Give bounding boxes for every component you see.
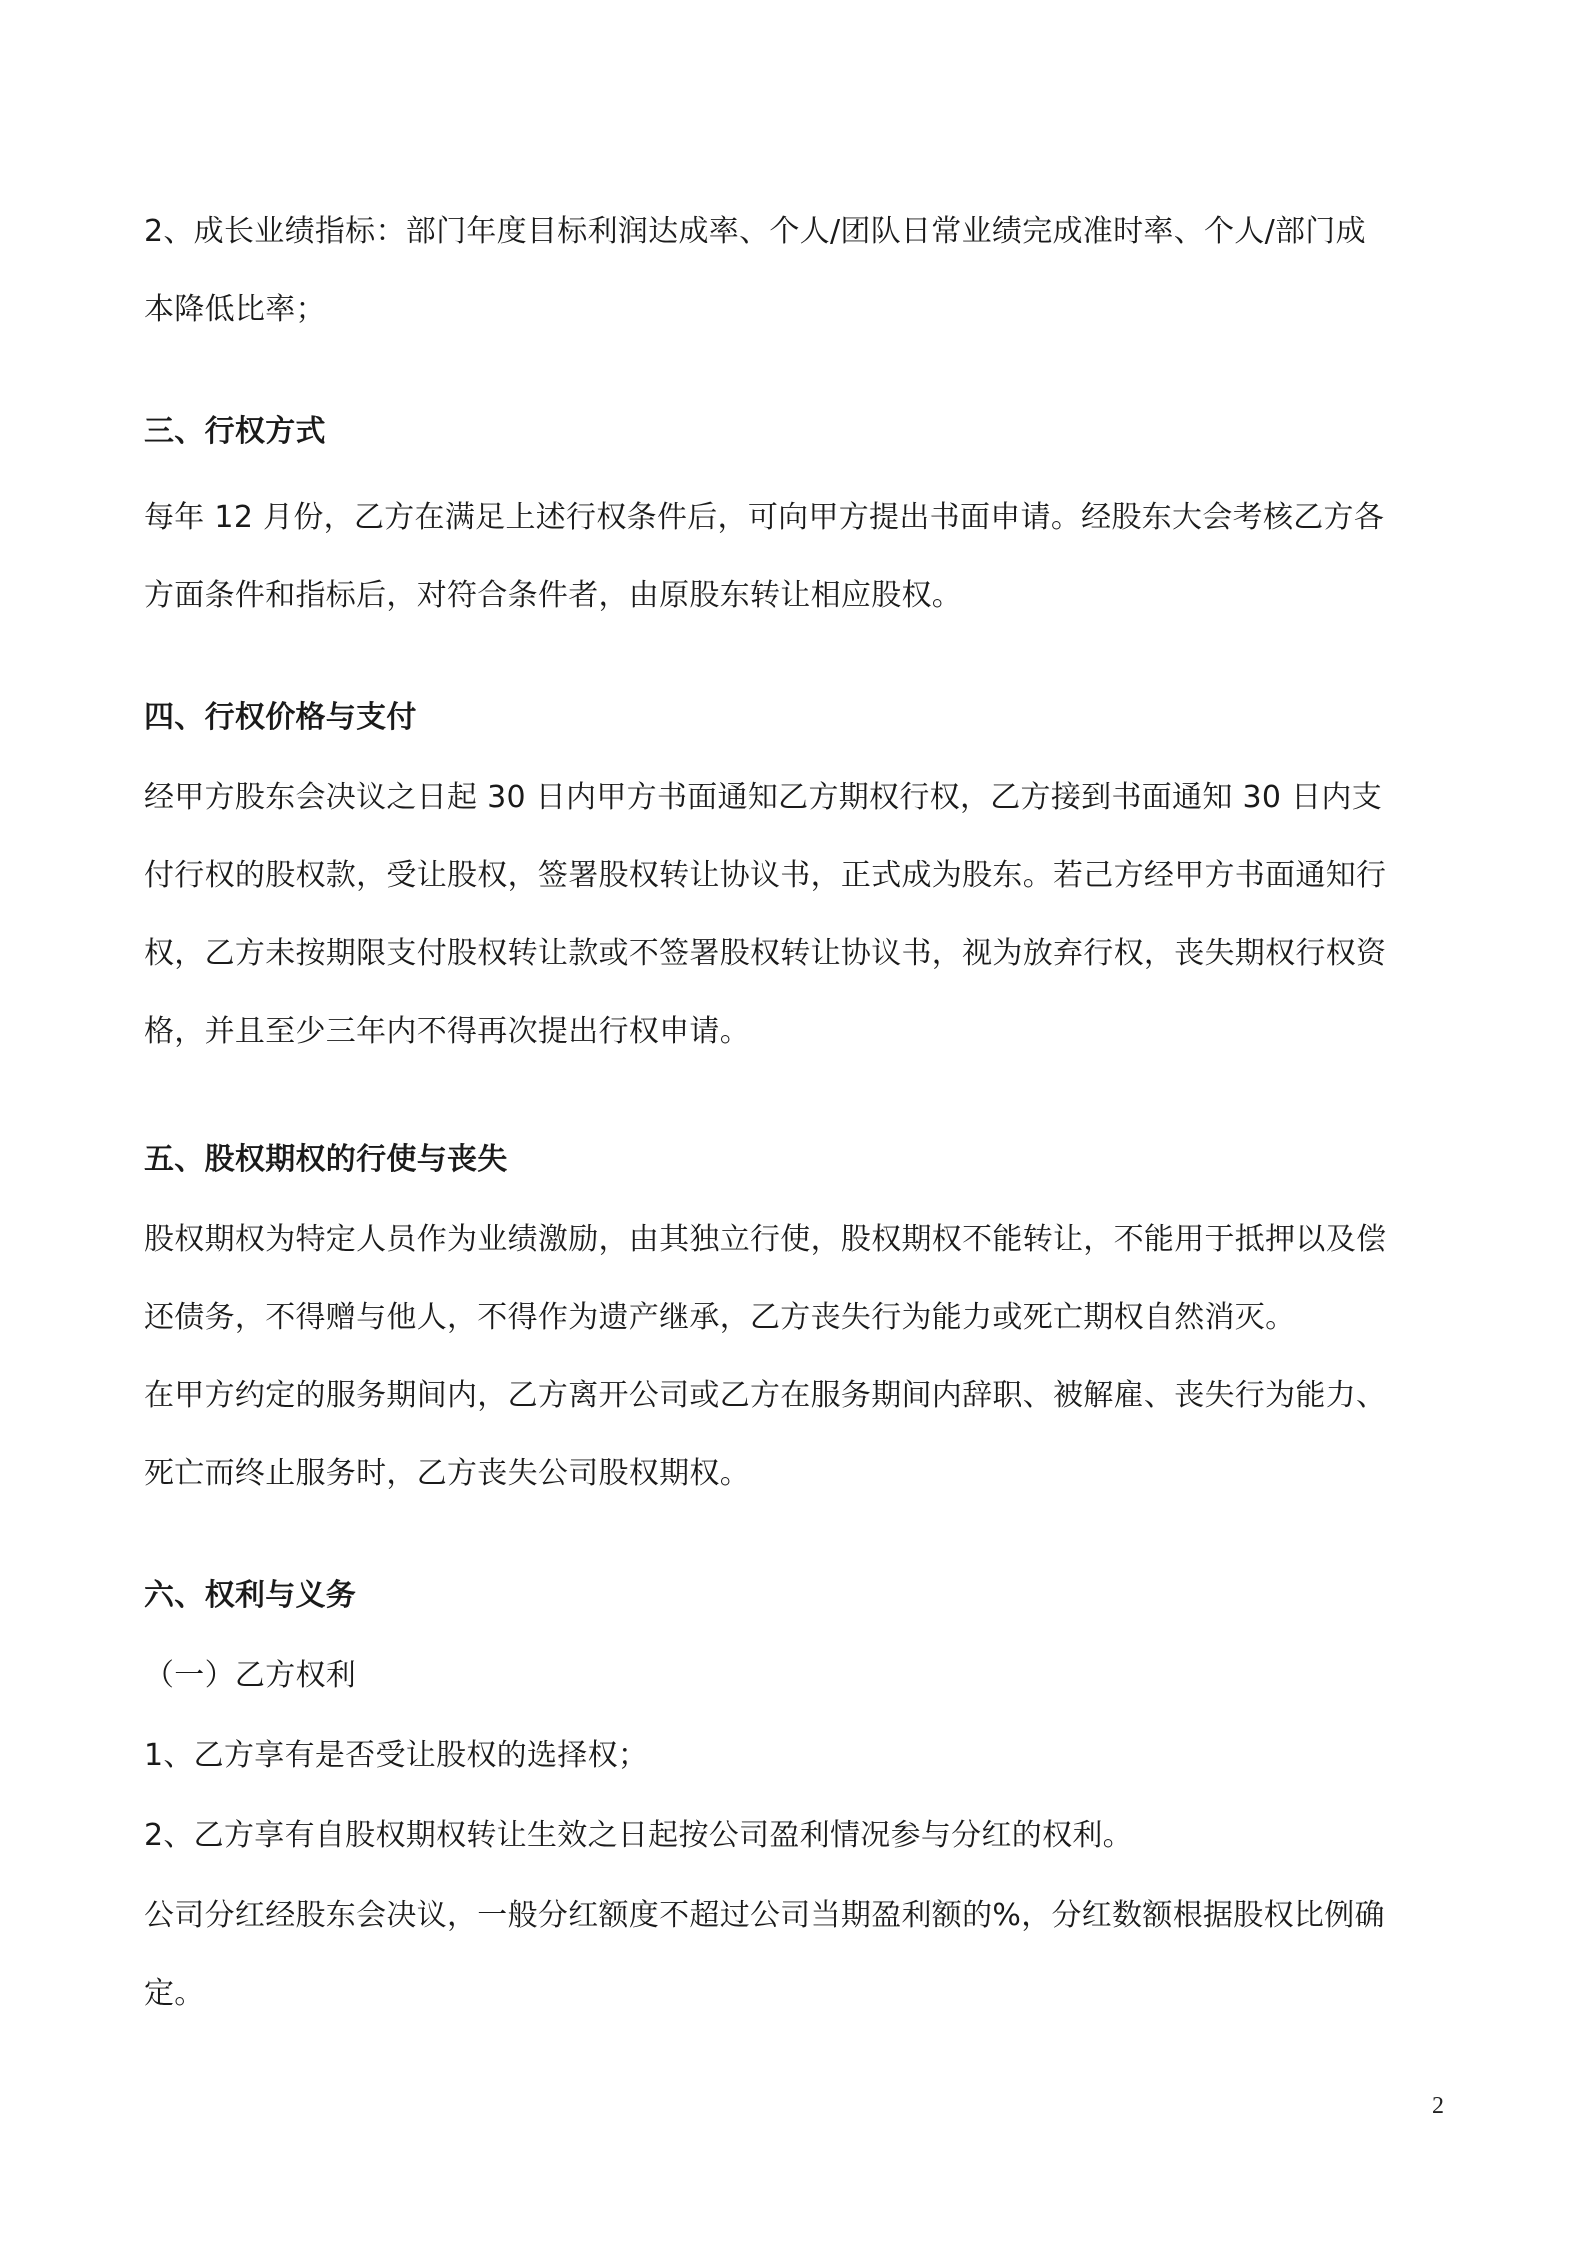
subsection-heading-party-b-rights: （一）乙方权利 [144, 1658, 357, 1693]
section-heading-exercise-method: 三、行权方式 [144, 414, 326, 449]
body-line: 在甲方约定的服务期间内，乙方离开公司或乙方在服务期间内辞职、被解雇、丧失行为能力、 [144, 1378, 1387, 1413]
page-number: 2 [1432, 2093, 1444, 2119]
body-line: 权，乙方未按期限支付股权转让款或不签署股权转让协议书，视为放弃行权，丧失期权行权资 [144, 936, 1387, 971]
body-line: 格，并且至少三年内不得再次提出行权申请。 [144, 1014, 750, 1049]
body-line: 股权期权为特定人员作为业绩激励，由其独立行使，股权期权不能转让，不能用于抵押以及偿 [144, 1222, 1387, 1257]
body-line: 死亡而终止服务时，乙方丧失公司股权期权。 [144, 1456, 750, 1491]
section-heading-price-payment: 四、行权价格与支付 [144, 700, 417, 735]
body-line: 付行权的股权款，受让股权，签署股权转让协议书，正式成为股东。若己方经甲方书面通知行 [144, 858, 1387, 893]
section-heading-exercise-loss: 五、股权期权的行使与丧失 [144, 1142, 508, 1177]
body-line: 2、成长业绩指标：部门年度目标利润达成率、个人/团队日常业绩完成准时率、个人/部门成 [144, 214, 1366, 249]
body-line: 2、乙方享有自股权期权转让生效之日起按公司盈利情况参与分红的权利。 [144, 1818, 1133, 1853]
body-line: 还债务，不得赠与他人，不得作为遗产继承，乙方丧失行为能力或死亡期权自然消灭。 [144, 1300, 1296, 1335]
body-line: 方面条件和指标后，对符合条件者，由原股东转让相应股权。 [144, 578, 963, 613]
body-line: 定。 [144, 1976, 205, 2011]
body-line: 公司分红经股东会决议，一般分红额度不超过公司当期盈利额的%，分红数额根据股权比例确 [144, 1898, 1385, 1933]
body-line: 本降低比率； [144, 292, 326, 327]
body-line: 每年 12 月份，乙方在满足上述行权条件后，可向甲方提出书面申请。经股东大会考核乙方各 [144, 500, 1385, 535]
section-heading-rights-obligations: 六、权利与义务 [144, 1578, 357, 1613]
body-line: 1、乙方享有是否受让股权的选择权； [144, 1738, 649, 1773]
body-line: 经甲方股东会决议之日起 30 日内甲方书面通知乙方期权行权，乙方接到书面通知 30 日内支 [144, 780, 1382, 815]
